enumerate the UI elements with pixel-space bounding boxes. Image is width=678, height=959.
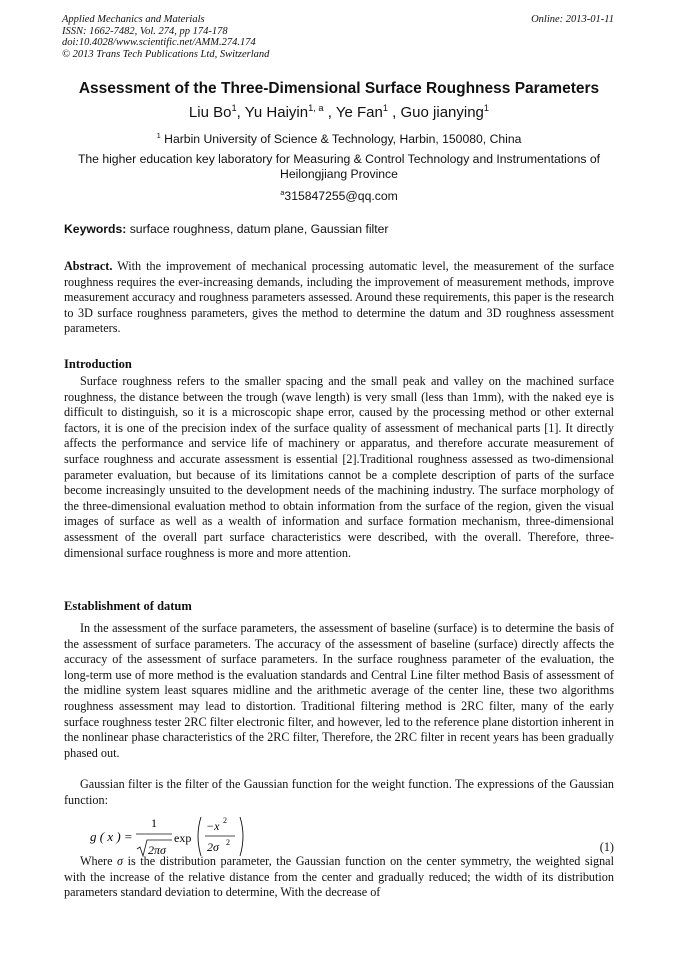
abstract-label: Abstract. [64, 259, 113, 273]
paper-title: Assessment of the Three-Dimensional Surface Roughness Parameters [78, 80, 600, 97]
author-affiliation-mark: 1 [483, 103, 490, 113]
issn: ISSN: 1662-7482, Vol. 274, pp 174-178 [62, 25, 228, 37]
equation-lhs: g ( x ) = [90, 829, 133, 844]
author-affiliation-mark: 1, a [308, 103, 324, 113]
datum-paragraph-3: Where σ is the distribution parameter, the Gaussian function on the center symmetry, the weighted signal with the increase of the relative distance from the center and gradually reduced; the width of its distribution parameters standard deviation to determine, With the decrease of [64, 854, 614, 900]
datum-paragraph-1: In the assessment of the surface parameters, the assessment of baseline (surface) is to determine the basis of the assessment of surface parameters. The accuracy of the assessment of baseline (surface) directly affects the accuracy of the assessment of surface parameters. In the surface roughness parameter of the evaluation, the long-term use of more method is the evaluation standards and Central Line filter method Basis of assessment of the midline system least squares midline and the arithmetic average of the center line, these two algorithms roughness assessment may lead to distortion. Traditional filtering method is 2RC filter, many of the early surface roughness tester 2RC filter electronic filter, and however, led to the reference plane distortion inherent in the nonlinear phase characteristics of the 2RC filter, Therefore, the 2RC filter in recent years has been gradually phased out. [64, 621, 614, 760]
author: Ye Fan [335, 104, 383, 121]
abstract-text: With the improvement of mechanical processing automatic level, the measurement of the surface roughness requires the ever-increasing demands, including the improvement of measurement methods, improve measurement accuracy and roughness parameters assessed. Around these requirements, this paper is the research to 3D surface roughness parameters, gives the method to determine the datum and 3D roughness assessment parameters. [64, 259, 614, 336]
affiliation-2: The higher education key laboratory for Measuring & Control Technology and Instrumentations of Heilongjiang Province [77, 152, 601, 181]
equation-fraction-numerator: 1 [151, 816, 157, 830]
keywords-text: surface roughness, datum plane, Gaussian filter [126, 222, 389, 236]
datum-paragraph-2: Gaussian filter is the filter of the Gaussian function for the weight function. The expressions of the Gaussian function: [64, 777, 614, 807]
abstract [64, 259, 614, 337]
left-paren [198, 817, 201, 856]
author-email: $^a$315847255@qq.com [280, 187, 398, 203]
author: Liu Bo [188, 104, 232, 121]
equation-exp: exp [174, 831, 192, 845]
publication-info [62, 14, 269, 60]
equation-inner-denominator-sup: 2 [226, 838, 230, 847]
equation-inner-numerator: −x [206, 819, 220, 833]
right-paren [240, 817, 243, 856]
author: Yu Haiyin [244, 104, 309, 121]
keywords-label: Keywords: [64, 222, 127, 236]
section-heading-datum: Establishment of datum [64, 599, 192, 613]
equation-sqrt-body: 2πσ [148, 843, 166, 857]
online-date: Online: 2013-01-11 [531, 14, 614, 25]
journal-name: Applied Mechanics and Materials [62, 14, 205, 25]
author-affiliation-mark: 1 [231, 103, 237, 113]
author-affiliation-mark: 1 [382, 103, 388, 113]
sigma-symbol: σ [117, 854, 124, 868]
affiliation-1: $^1$ Harbin University of Science & Technology, Harbin, 150080, China [156, 130, 522, 146]
equation-number: (1) [599, 840, 614, 854]
introduction-paragraph: Surface roughness refers to the smaller spacing and the small peak and valley on the machined surface roughness, the distance between the trough (wave length) is very small (less than 1mm), with the naked eye is difficult to distinguish, so it is a microscopic shape error, caused by the processing method or other external factors, it is one of the precision index of the surface quality of assessment of mechanical parts [1]. It directly affects the performance and service life of machinery or apparatus, and therefore accurate measurement of surface roughness and accurate assessment is essential [2].Traditional roughness assessed as two-dimensional parameter evaluation, but because of its limitations cannot be a complete description of parts of the surface become increasingly unsuited to the development needs of the machining industry. The surface morphology of the three-dimensional evaluation method to obtain information from the surface of the region, given the visual images of surface as well as a wealth of information and surface formation mechanism, three-dimensional assessment of the overall part surface characteristics were described, with the overall. Therefore, three-dimensional surface roughness is more and more attention. [64, 374, 614, 560]
equation-inner-denominator: 2σ [207, 840, 219, 854]
author: Guo jianying [400, 104, 484, 121]
keywords [64, 222, 614, 238]
copyright: © 2013 Trans Tech Publications Ltd, Switzerland [62, 48, 270, 60]
section-heading-introduction: Introduction [64, 357, 132, 371]
doi: doi:10.4028/www.scientific.net/AMM.274.174 [62, 37, 256, 48]
author-list: Liu Bo$^1$, Yu Haiyin$^{1, a}$ , Ye Fan$^1$ , Guo jianying$^1$ [188, 103, 490, 121]
equation-inner-numerator-sup: 2 [223, 816, 227, 825]
